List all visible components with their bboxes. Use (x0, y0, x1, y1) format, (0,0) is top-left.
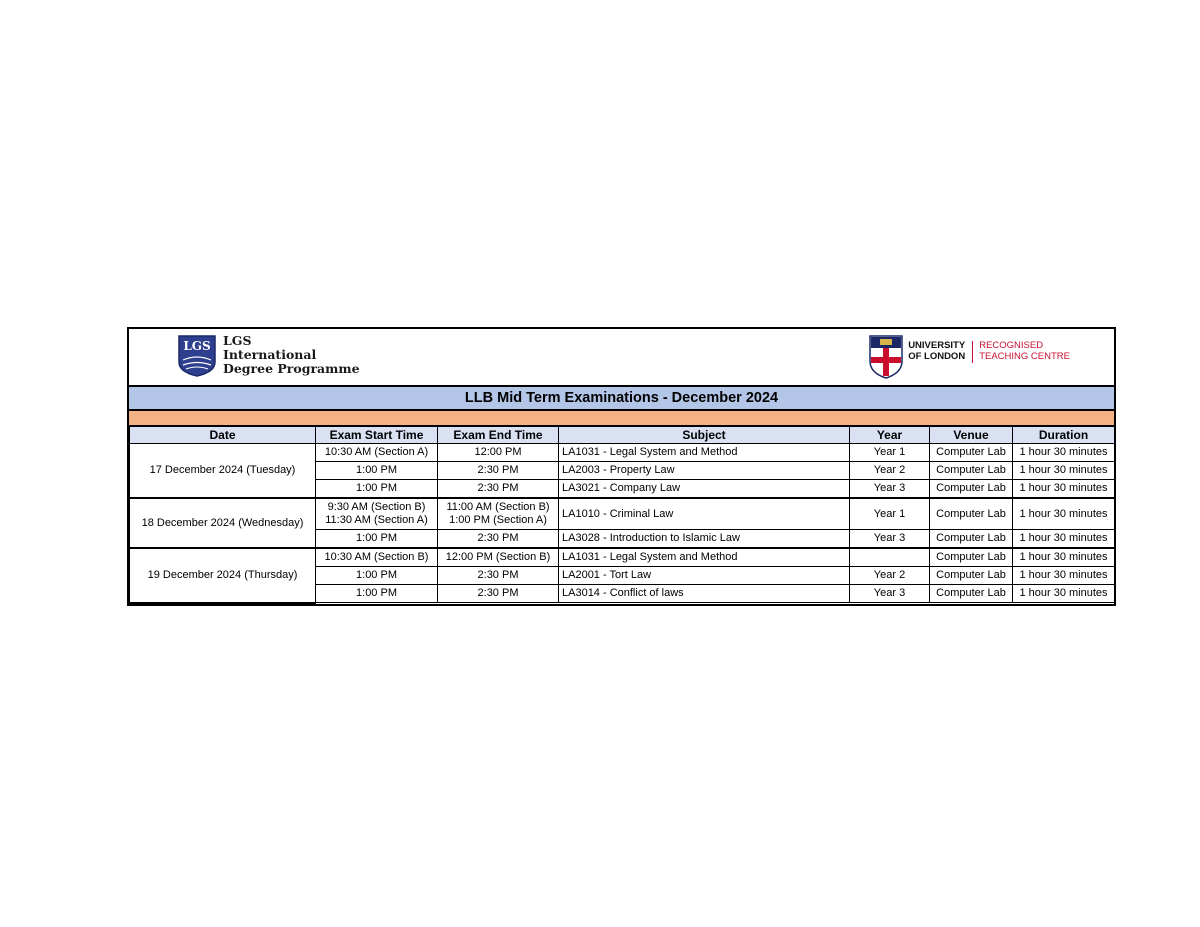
year-cell: Year 1 (850, 498, 930, 530)
start-time-cell: 1:00 PM (316, 530, 438, 549)
exam-timetable-sheet (127, 327, 1116, 606)
uol-tag-2: TEACHING CENTRE (979, 351, 1070, 362)
orange-divider-band (129, 411, 1114, 427)
lgs-line-3: Degree Programme (223, 361, 360, 376)
subject-cell: LA2003 - Property Law (559, 462, 850, 480)
venue-cell: Computer Lab (930, 498, 1013, 530)
end-time-cell (438, 498, 559, 530)
venue-cell: Computer Lab (930, 480, 1013, 499)
end-time-cell: 2:30 PM (438, 462, 559, 480)
subject-cell: LA3028 - Introduction to Islamic Law (559, 530, 850, 549)
end-time-line: 1:00 PM (Section A) (449, 514, 547, 526)
uol-name (908, 335, 965, 362)
venue-cell: Computer Lab (930, 585, 1013, 603)
start-time-cell: 1:00 PM (316, 567, 438, 585)
end-time-cell: 2:30 PM (438, 567, 559, 585)
subject-cell: LA1031 - Legal System and Method (559, 548, 850, 567)
table-row (130, 444, 1115, 462)
duration-cell: 1 hour 30 minutes (1013, 585, 1115, 603)
year-cell (850, 548, 930, 567)
uol-tag-1: RECOGNISED (979, 340, 1044, 351)
year-cell: Year 2 (850, 462, 930, 480)
duration-cell: 1 hour 30 minutes (1013, 567, 1115, 585)
duration-cell: 1 hour 30 minutes (1013, 480, 1115, 499)
end-time-cell: 12:00 PM (Section B) (438, 548, 559, 567)
year-cell: Year 3 (850, 585, 930, 603)
venue-cell: Computer Lab (930, 462, 1013, 480)
duration-cell: 1 hour 30 minutes (1013, 530, 1115, 549)
lgs-shield-icon (177, 334, 217, 378)
venue-cell: Computer Lab (930, 444, 1013, 462)
lgs-wordmark (223, 334, 360, 376)
column-header: Exam Start Time (316, 427, 438, 444)
lgs-line-2: International (223, 347, 317, 362)
header-band (129, 329, 1114, 387)
uol-line-1: UNIVERSITY (908, 340, 966, 351)
uol-tagline (979, 335, 1070, 362)
column-header: Venue (930, 427, 1013, 444)
start-time-cell: 1:00 PM (316, 480, 438, 499)
date-cell: 18 December 2024 (Wednesday) (130, 498, 316, 548)
end-time-line: 11:00 AM (Section B) (446, 501, 550, 513)
end-time-cell: 2:30 PM (438, 480, 559, 499)
start-time-cell: 1:00 PM (316, 585, 438, 603)
uol-crest-icon (869, 335, 903, 379)
start-time-line: 9:30 AM (Section B) (327, 501, 426, 513)
end-time-cell: 2:30 PM (438, 585, 559, 603)
venue-cell: Computer Lab (930, 530, 1013, 549)
start-time-cell (316, 498, 438, 530)
start-time-cell: 10:30 AM (Section A) (316, 444, 438, 462)
start-time-cell: 10:30 AM (Section B) (316, 548, 438, 567)
start-time-cell: 1:00 PM (316, 462, 438, 480)
subject-cell: LA2001 - Tort Law (559, 567, 850, 585)
year-cell: Year 1 (850, 444, 930, 462)
duration-cell: 1 hour 30 minutes (1013, 498, 1115, 530)
column-header: Exam End Time (438, 427, 559, 444)
table-row (130, 498, 1115, 530)
uol-divider (972, 341, 973, 363)
column-header-row (130, 427, 1115, 444)
column-header: Duration (1013, 427, 1115, 444)
duration-cell: 1 hour 30 minutes (1013, 444, 1115, 462)
column-header: Year (850, 427, 930, 444)
date-cell: 19 December 2024 (Thursday) (130, 548, 316, 603)
subject-cell: LA3021 - Company Law (559, 480, 850, 499)
lgs-logo (177, 334, 360, 378)
exam-schedule-table (129, 427, 1115, 604)
uol-line-2: OF LONDON (908, 351, 966, 362)
column-header: Subject (559, 427, 850, 444)
lgs-line-1: LGS (223, 333, 252, 348)
table-row (130, 548, 1115, 567)
year-cell: Year 3 (850, 480, 930, 499)
end-time-cell: 2:30 PM (438, 530, 559, 549)
subject-cell: LA1010 - Criminal Law (559, 498, 850, 530)
start-time-line: 11:30 AM (Section A) (325, 514, 428, 526)
subject-cell: LA3014 - Conflict of laws (559, 585, 850, 603)
column-header: Date (130, 427, 316, 444)
year-cell: Year 3 (850, 530, 930, 549)
date-cell: 17 December 2024 (Tuesday) (130, 444, 316, 499)
end-time-cell: 12:00 PM (438, 444, 559, 462)
page-title: LLB Mid Term Examinations - December 2024 (129, 387, 1114, 411)
duration-cell: 1 hour 30 minutes (1013, 462, 1115, 480)
year-cell: Year 2 (850, 567, 930, 585)
venue-cell: Computer Lab (930, 567, 1013, 585)
lgs-emblem-text: LGS (183, 339, 211, 353)
subject-cell: LA1031 - Legal System and Method (559, 444, 850, 462)
venue-cell: Computer Lab (930, 548, 1013, 567)
duration-cell: 1 hour 30 minutes (1013, 548, 1115, 567)
uol-logo (869, 335, 1070, 379)
